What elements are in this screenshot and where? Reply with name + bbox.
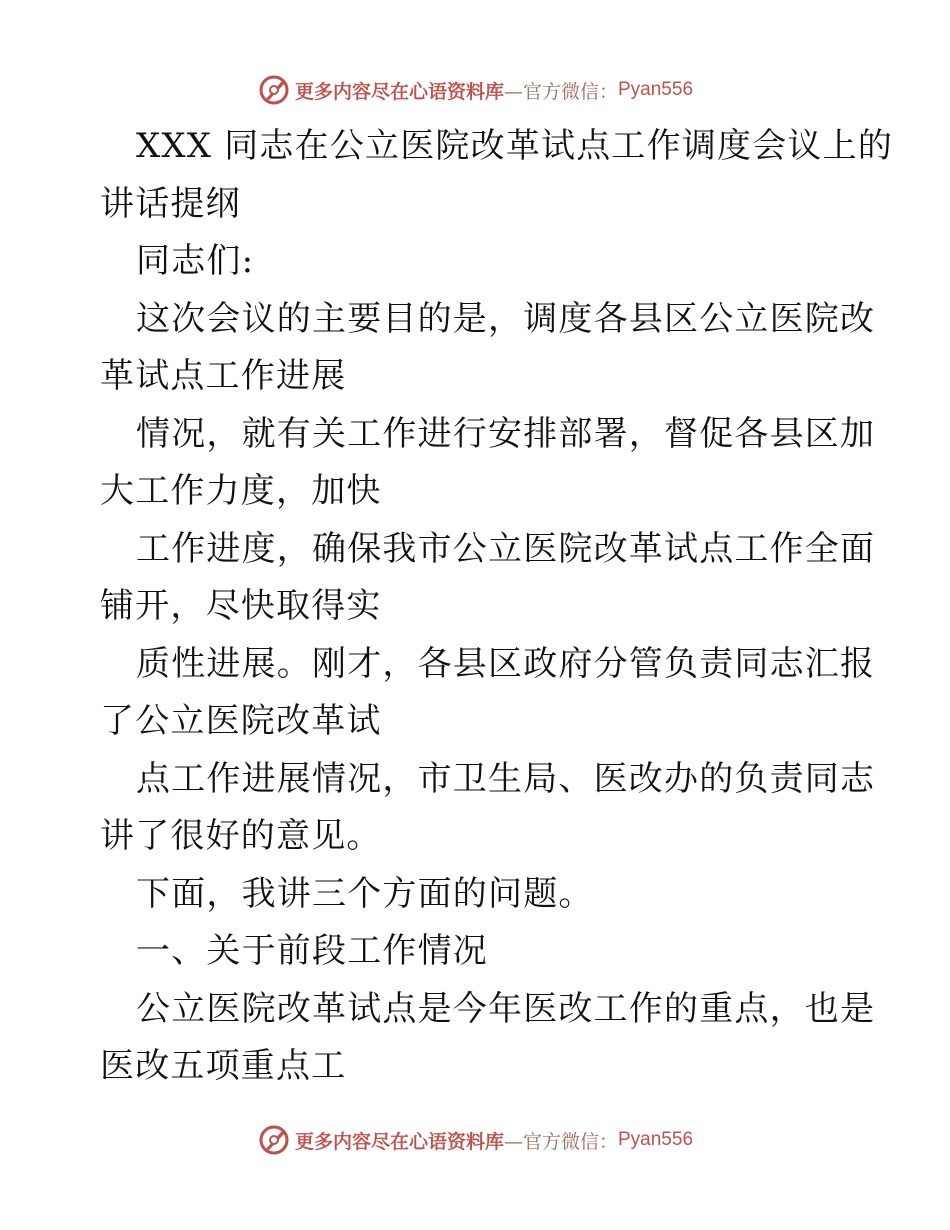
title-line-2: 讲话提纲 [100, 183, 241, 224]
text-line: 下面，我讲三个方面的问题。 [136, 873, 594, 914]
section-heading: 一、关于前段工作情况 [136, 931, 488, 971]
watermark-id: Pyan556 [618, 1129, 694, 1150]
text-line: 这次会议的主要目的是，调度各县区公立医院改 [136, 298, 876, 339]
text-line: 讲了很好的意见。 [100, 816, 382, 856]
text-line: 了公立医院改革试 [100, 701, 382, 741]
text-line: 工作进度，确保我市公立医院改革试点工作全面 [136, 528, 876, 569]
watermark-id: Pyan556 [618, 79, 694, 100]
text-line: 质性进展。刚才，各县区政府分管负责同志汇报 [136, 643, 876, 684]
quill-logo-icon [257, 1123, 291, 1157]
watermark-subtext: —官方微信： [503, 1130, 618, 1153]
watermark-subtext: —官方微信： [503, 80, 618, 103]
salutation: 同志们: [136, 241, 255, 281]
text-line: 点工作进展情况，市卫生局、医改办的负责同志 [136, 758, 876, 799]
text-line: 革试点工作进展 [100, 356, 347, 396]
title-line-1: XXX 同志在公立医院改革试点工作调度会议上的 [136, 126, 894, 166]
text-line: 公立医院改革试点是今年医改工作的重点，也是 [136, 988, 876, 1029]
quill-logo-icon [257, 73, 291, 107]
text-line: 大工作力度，加快 [100, 471, 382, 511]
document-body [100, 118, 894, 1096]
text-line: 铺开，尽快取得实 [100, 586, 382, 626]
text-line: 情况，就有关工作进行安排部署，督促各县区加 [136, 413, 876, 454]
text-line: 医改五项重点工 [100, 1046, 347, 1086]
watermark-text: 更多内容尽在心语资料库 [294, 80, 504, 103]
watermark-text: 更多内容尽在心语资料库 [294, 1130, 504, 1153]
footer-watermark [0, 1120, 950, 1160]
header-watermark [0, 70, 950, 110]
